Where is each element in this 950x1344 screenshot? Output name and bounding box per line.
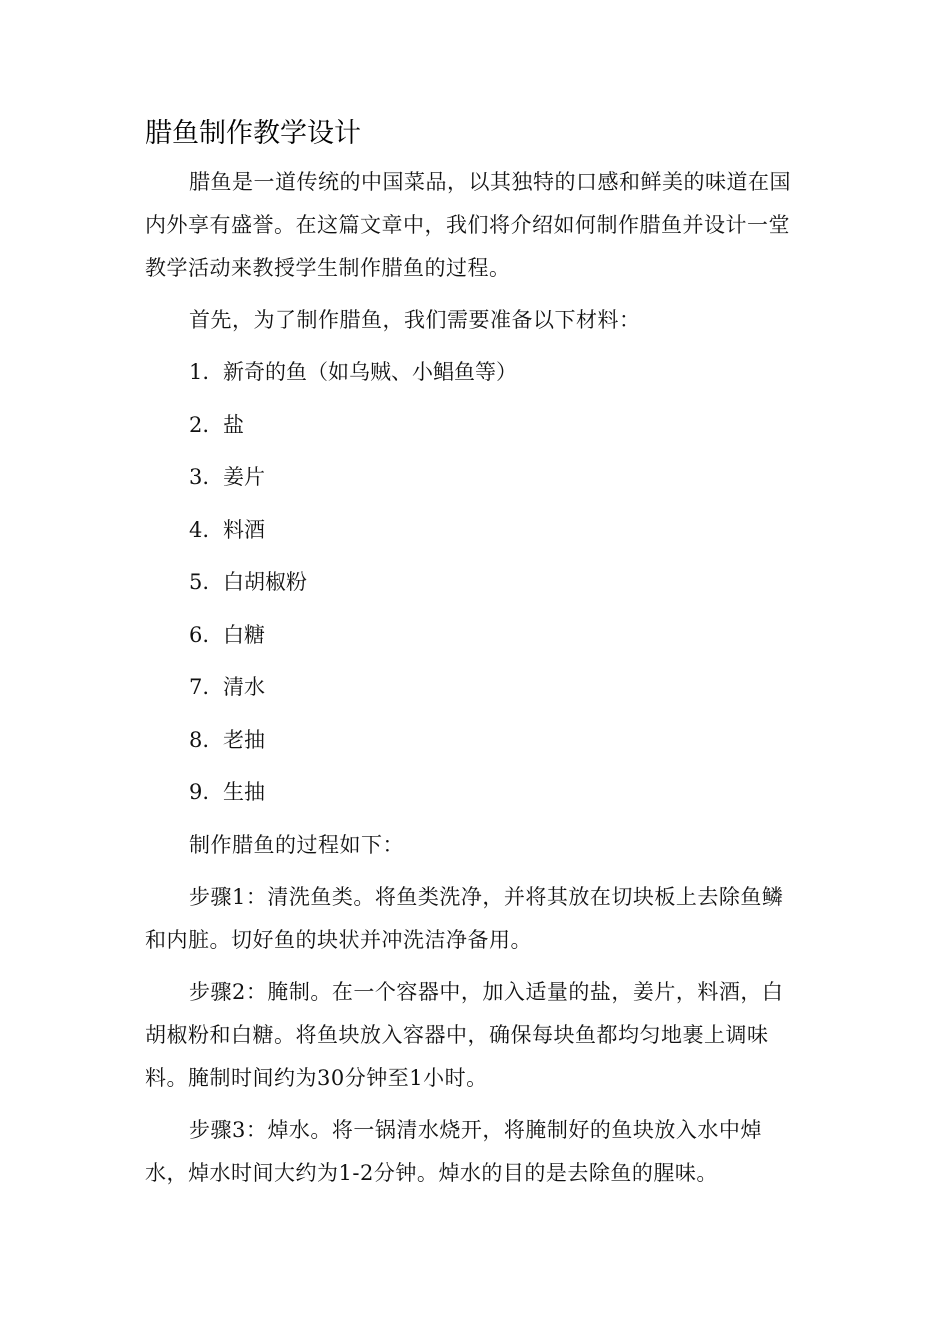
list-item-number: 9.: [189, 780, 210, 804]
list-item: [145, 719, 800, 762]
list-item: [145, 404, 800, 447]
list-item-number: 4.: [189, 517, 210, 542]
process-intro-paragraph: 制作腊鱼的过程如下：: [189, 832, 404, 857]
list-item: [145, 561, 800, 604]
intro-paragraph: 腊鱼是一道传统的中国菜品，以其独特的口感和鲜美的味道在国内外享有盛誉。在这篇文章中，我们将介绍如何制作腊鱼并设计一堂教学活动来教授学生制作腊鱼的过程。: [145, 170, 791, 280]
list-item: [145, 771, 800, 814]
list-item-text: 姜片: [223, 465, 265, 489]
step-1-paragraph: 步骤1：清洗鱼类。将鱼类洗净，并将其放在切块板上去除鱼鳞和内脏。切好鱼的块状并冲洗洁净备用。: [145, 884, 784, 952]
document-title: 腊鱼制作教学设计: [145, 118, 361, 149]
list-item-number: 5.: [189, 570, 210, 594]
list-item-text: 清水: [223, 675, 265, 699]
list-item-text: 老抽: [223, 727, 265, 752]
list-item-number: 3.: [189, 465, 210, 489]
document-page: [145, 112, 800, 1204]
materials-intro-paragraph: 首先，为了制作腊鱼，我们需要准备以下材料：: [189, 308, 641, 332]
list-item-number: 8.: [189, 727, 210, 752]
list-item-number: 1.: [189, 360, 210, 384]
list-item-text: 新奇的鱼（如乌贼、小鲳鱼等）: [223, 360, 517, 384]
list-item: [145, 351, 800, 394]
list-item-number: 2.: [189, 412, 210, 437]
materials-list: [145, 351, 800, 814]
list-item-number: 7.: [189, 675, 210, 699]
list-item-text: 白糖: [223, 622, 265, 647]
list-item: [145, 509, 800, 552]
step-2-paragraph: 步骤2：腌制。在一个容器中，加入适量的盐，姜片，料酒，白胡椒粉和白糖。将鱼块放入容器中，确保每块鱼都均匀地裹上调味料。腌制时间约为30分钟至1小时。: [145, 979, 784, 1090]
list-item-text: 白胡椒粉: [223, 570, 307, 594]
list-item-text: 生抽: [223, 780, 265, 804]
list-item-text: 盐: [223, 412, 244, 437]
list-item: [145, 456, 800, 499]
list-item-text: 料酒: [223, 517, 265, 542]
list-item-number: 6.: [189, 622, 210, 647]
list-item: [145, 614, 800, 657]
step-3-paragraph: 步骤3：焯水。将一锅清水烧开，将腌制好的鱼块放入水中焯水，焯水时间大约为1-2分钟。焯水的目的是去除鱼的腥味。: [145, 1117, 762, 1185]
list-item: [145, 666, 800, 709]
